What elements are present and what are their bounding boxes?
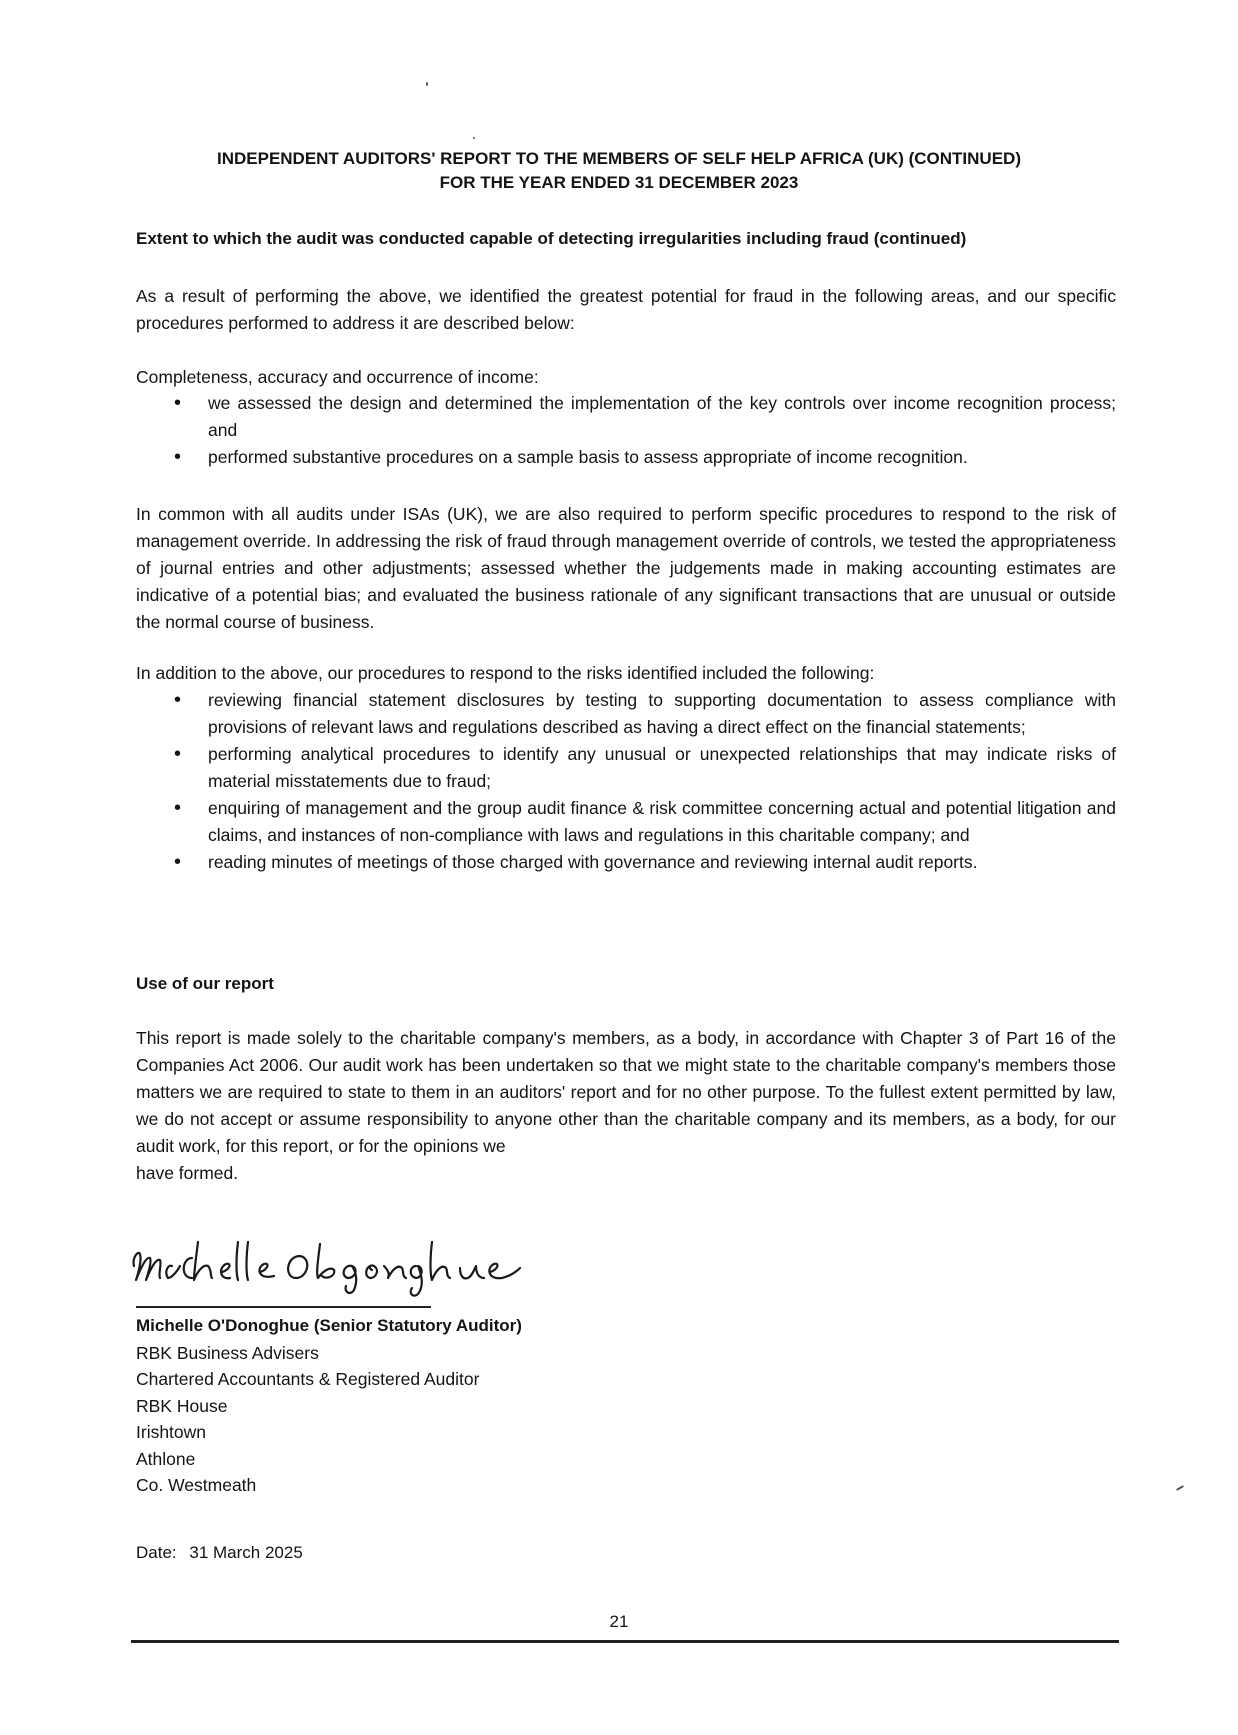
- list-item-text: reading minutes of meetings of those charged with governance and reviewing internal audit reports.: [208, 852, 978, 872]
- signature-line: [136, 1306, 431, 1308]
- list-item-text: enquiring of management and the group audit finance & risk committee concerning actual and potential litigation and claims, and instances of non-compliance with laws and regulations in this charitable company; and: [208, 798, 1116, 845]
- list-item: [136, 795, 1116, 849]
- report-title-line-1: INDEPENDENT AUDITORS' REPORT TO THE MEMBERS OF SELF HELP AFRICA (UK) (CONTINUED): [216, 149, 1021, 168]
- section-heading-use-of-report: Use of our report: [136, 974, 274, 993]
- signatory-block: [136, 1313, 522, 1499]
- signatory-role: Chartered Accountants & Registered Auditor: [136, 1369, 480, 1389]
- date-line: [136, 1543, 303, 1563]
- income-bullet-list: [136, 390, 1116, 471]
- signature-image: [126, 1228, 526, 1300]
- address-line: Co. Westmeath: [136, 1475, 257, 1495]
- list-item-text: reviewing financial statement disclosures by testing to supporting documentation to assess compliance with provisions of relevant laws and regulations described as having a direct effect on the financial statements;: [208, 690, 1116, 737]
- list-item: [136, 849, 1116, 876]
- list-item-text: we assessed the design and determined the implementation of the key controls over income recognition process; and: [208, 393, 1116, 440]
- scan-speck: [426, 82, 428, 86]
- paragraph-management-override: In common with all audits under ISAs (UK), we are also required to perform specific procedures to respond to the risk of management override. In addressing the risk of fraud through management override of controls, we tested the appropriateness of journal entries and other adjustments; assessed whether the judgements made in making accounting estimates are indicative of a potential bias; and evaluated the business rationale of any significant transactions that are unusual or outside the normal course of business.: [136, 504, 1116, 632]
- bullet-icon: •: [174, 689, 182, 711]
- report-title-line-2: FOR THE YEAR ENDED 31 DECEMBER 2023: [439, 173, 799, 192]
- paragraph-use-of-report: [136, 1025, 1116, 1187]
- use-of-report-tail: have formed.: [136, 1163, 239, 1183]
- additional-procedures-label: In addition to the above, our procedures to respond to the risks identified included the following:: [136, 663, 875, 683]
- additional-bullet-list: [136, 687, 1116, 876]
- list-item: [136, 741, 1116, 795]
- list-item: [136, 390, 1116, 444]
- list-item-text: performing analytical procedures to identify any unusual or unexpected relationships that may indicate risks of material misstatements due to fraud;: [208, 744, 1116, 791]
- date-label: Date:: [136, 1543, 177, 1562]
- section-heading-fraud: Extent to which the audit was conducted capable of detecting irregularities including fraud (continued): [136, 229, 967, 248]
- bullet-icon: •: [174, 743, 182, 765]
- page-number: 21: [609, 1612, 629, 1631]
- report-title: [0, 147, 1238, 195]
- address-line: Irishtown: [136, 1422, 207, 1442]
- list-item-text: performed substantive procedures on a sample basis to assess appropriate of income recognition.: [208, 447, 968, 467]
- address-line: Athlone: [136, 1448, 196, 1469]
- address-line: RBK House: [136, 1395, 228, 1416]
- list-item: [136, 687, 1116, 741]
- list-item: [136, 444, 1116, 471]
- scan-speck: [1176, 1485, 1184, 1491]
- date-value: 31 March 2025: [189, 1543, 303, 1562]
- signatory-name: Michelle O'Donoghue (Senior Statutory Auditor): [136, 1316, 522, 1335]
- bullet-icon: •: [174, 797, 182, 819]
- paragraph-intro: As a result of performing the above, we identified the greatest potential for fraud in the following areas, and our specific procedures performed to address it are described below:: [136, 286, 1116, 333]
- bullet-icon: •: [174, 851, 182, 873]
- bullet-icon: •: [174, 446, 182, 468]
- use-of-report-body: This report is made solely to the charitable company's members, as a body, in accordance with Chapter 3 of Part 16 of the Companies Act 2006. Our audit work has been undertaken so that we might state to the charitable company's members those matters we are required to state to them in an auditors' report and for no other purpose. To the fullest extent permitted by law, we do not accept or assume responsibility to anyone other than the charitable company and its members, as a body, for our audit work, for this report, or for the opinions we: [136, 1028, 1116, 1156]
- signatory-firm: RBK Business Advisers: [136, 1342, 319, 1363]
- scan-speck: [473, 137, 475, 139]
- footer-divider: [131, 1640, 1119, 1643]
- income-label: Completeness, accuracy and occurrence of income:: [136, 367, 539, 387]
- bullet-icon: •: [174, 392, 182, 414]
